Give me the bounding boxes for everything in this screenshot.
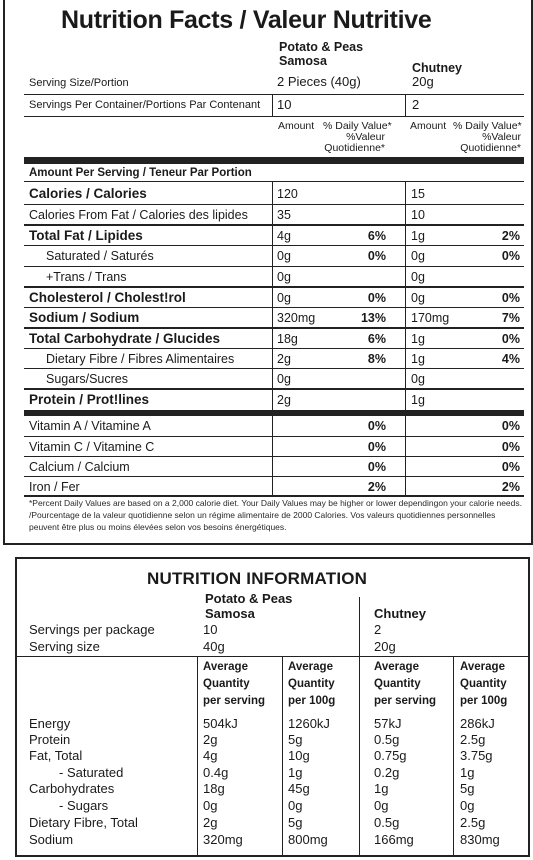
daily-value-footnote: *Percent Daily Values are based on a 2,000 calorie diet. Your Daily Values may be higher or lower dependingon your calorie needs. /Pourcentage de la valeur quotidienne selon un régime alimentaire de 2000 Calories. Vos valeurs quotidiennes personnelles peuvent être plus ou moins élevées selon vos besoins énergétiques. [29,498,522,532]
ni-cell: 10g [288,748,310,763]
ni-cell: 4g [203,748,218,763]
ni-cell: 166mg [374,832,414,847]
ni-cell: 2g [203,732,218,747]
ni-cell: 320mg [203,832,243,847]
ni-col-per-100g-2: Average Quantity per 100g [460,661,508,707]
ni-cell: 0g [460,798,475,813]
nutrition-information-title: NUTRITION INFORMATION [147,569,368,588]
nf-row: Vitamin A / Vitamine A 0% 0% [29,419,520,433]
ni-cell: 1260kJ [288,716,330,731]
ni-cell: 0g [203,798,218,813]
ni-cell: 1g [460,765,475,780]
servings-per-container-p2: 2 [412,97,420,112]
ni-cell: 1g [374,781,389,796]
servings-per-container-label: Servings Per Container/Portions Par Contenant [29,99,261,111]
col-amount-1: Amount [278,120,315,132]
ni-product2-header: Chutney [374,606,426,621]
ni-cell: 800mg [288,832,328,847]
serving-size-label: Serving Size/Portion [29,77,129,89]
nutrition-facts-title: Nutrition Facts / Valeur Nutritive [61,6,432,34]
nf-row: Calories / Calories 120 15 [29,186,425,201]
nf-row: Calories From Fat / Calories des lipides 35 10 [29,208,425,222]
ni-cell: 5g [288,732,303,747]
ni-cell: 0.5g [374,815,400,830]
ni-cell: 5g [460,781,475,796]
serving-size-p1: 2 Pieces (40g) [277,74,361,89]
ni-cell: 0g [288,798,303,813]
ni-cell: 2.5g [460,815,486,830]
nf-row: +Trans / Trans 0g 0g [46,270,425,284]
ni-row-label: - Saturated [59,765,124,780]
ni-serving-size-p1: 40g [203,639,225,654]
ni-cell: 286kJ [460,716,495,731]
ni-cell: 504kJ [203,716,238,731]
ni-cell: 57kJ [374,716,402,731]
servings-per-package-p1: 10 [203,622,218,637]
nf-row: Cholesterol / Cholest!rol 0g 0% 0g 0% [29,290,520,305]
product2-header: Chutney [412,61,462,75]
nf-row: Calcium / Calcium 0% 0% [29,460,520,474]
nf-row: Iron / Fer 2% 2% [29,480,520,494]
ni-row-label: Fat, Total [29,748,83,763]
ni-cell: 0.5g [374,732,400,747]
ni-cell: 18g [203,781,225,796]
nf-row: Sugars/Sucres 0g 0g [46,372,425,386]
ni-cell: 3.75g [460,748,493,763]
ni-row-label: - Sugars [59,798,109,813]
nf-row: Total Carbohydrate / Glucides 18g 6% 1g 0% [29,331,520,346]
ni-serving-size-label: Serving size [29,639,100,654]
serving-size-p2: 20g [412,74,434,89]
ni-row-label: Sodium [29,832,74,847]
ni-col-per-serving-1: Average Quantity per serving [203,661,265,707]
ni-cell: 0.4g [203,765,229,780]
ni-row-label: Carbohydrates [29,781,115,796]
nf-row: Dietary Fibre / Fibres Alimentaires 2g 8% 1g 4% [46,352,520,366]
ni-cell: 1g [288,765,303,780]
nutrition-information-panel [15,557,530,857]
ni-cell: 5g [288,815,303,830]
servings-per-package-p2: 2 [374,622,382,637]
ni-cell: 0.75g [374,748,407,763]
ni-cell: 0.2g [374,765,400,780]
ni-row-label: Energy [29,716,71,731]
ni-serving-size-p2: 20g [374,639,396,654]
nf-row: Protein / Prot!lines 2g 1g [29,392,425,407]
nf-row: Saturated / Saturés 0g 0% 0g 0% [46,249,520,263]
ni-cell: 830mg [460,832,500,847]
ni-cell: 0g [374,798,389,813]
ni-cell: 2g [203,815,218,830]
ni-row-label: Protein [29,732,71,747]
nutrition-facts-panel [3,0,533,545]
ni-cell: 45g [288,781,310,796]
col-amount-2: Amount [410,120,447,132]
ni-cell: 2.5g [460,732,486,747]
servings-per-package-label: Servings per package [29,622,155,637]
servings-per-container-p1: 10 [277,97,292,112]
amount-per-serving: Amount Per Serving / Teneur Par Portion [29,167,252,179]
ni-col-per-serving-2: Average Quantity per serving [374,661,436,707]
product1-header: Potato & Peas Samosa [279,40,364,68]
nf-row: Total Fat / Lipides 4g 6% 1g 2% [29,228,520,243]
col-dv-1: % Daily Value* %Valeur Quotidienne* [323,120,392,154]
nf-row: Vitamin C / Vitamine C 0% 0% [29,440,520,454]
ni-product1-header: Potato & Peas Samosa [205,591,293,621]
ni-row-label: Dietary Fibre, Total [29,815,138,830]
nf-row: Sodium / Sodium 320mg 13% 170mg 7% [29,310,520,325]
ni-col-per-100g-1: Average Quantity per 100g [288,661,336,707]
col-dv-2: % Daily Value* %Valeur Quotidienne* [453,120,522,154]
